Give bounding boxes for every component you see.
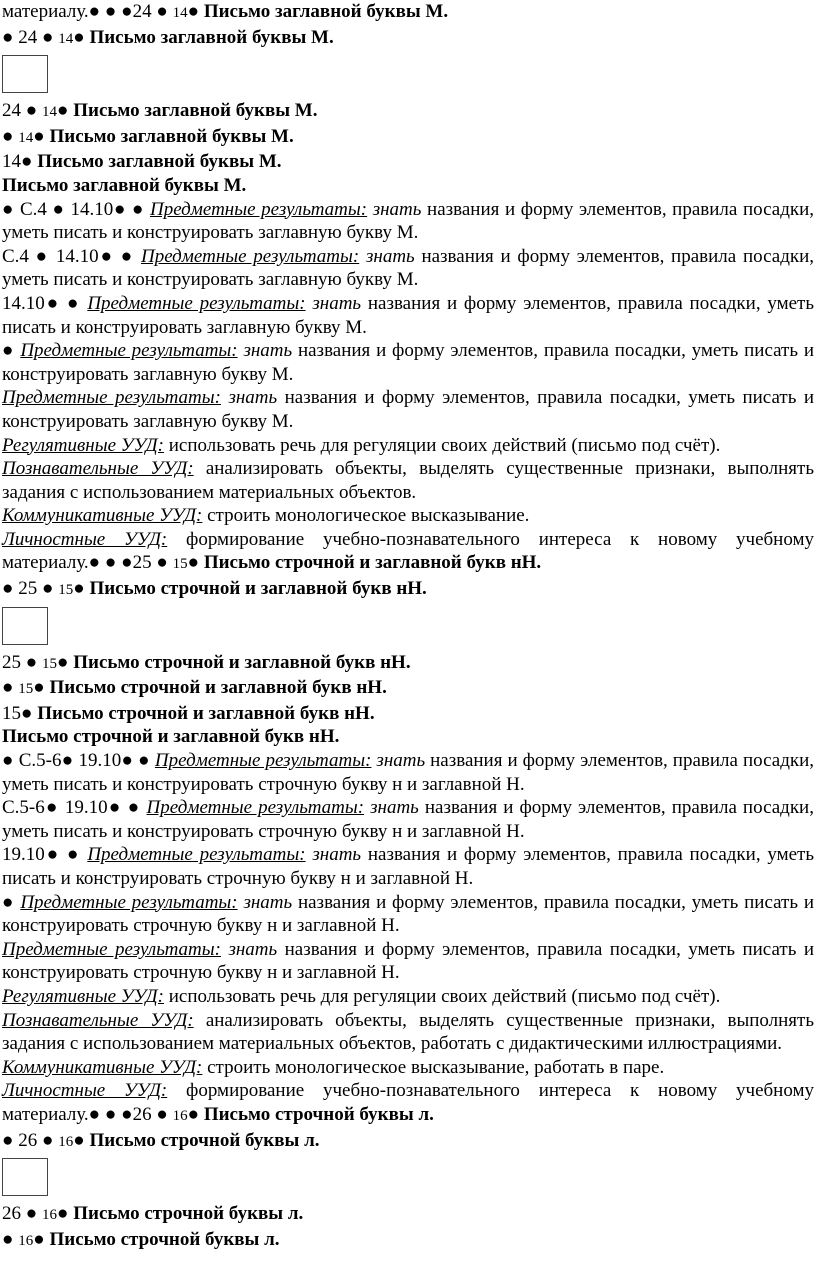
text-segment: названия и форму элементов, правила посадки, уметь писать и конструировать заглавную букву М. [2, 198, 815, 244]
text-segment: ● [21, 100, 42, 122]
text-segment: знать [312, 292, 362, 314]
text-segment: Предметные результаты: [20, 340, 238, 362]
text-segment: 15 [58, 582, 74, 599]
text-segment: 14.10● ● [2, 292, 88, 314]
text-segment: 25 [18, 578, 38, 600]
text-segment: знать [372, 198, 422, 220]
text-segment: анализировать объекты, выделять существенные признаки, выполнять задания с использованием материальных объектов, работать с дидактическими иллюстрациями. [2, 1009, 814, 1055]
text-segment: 24 [18, 26, 38, 48]
text-segment: Коммуникативные УУД: [2, 505, 203, 527]
text-segment: названия и форму элементов, правила посадки, уметь писать и конструировать заглавную букву М. [2, 387, 814, 432]
heading-line [2, 0, 814, 26]
text-segment: ● [37, 1129, 59, 1151]
text-segment: ● [2, 891, 21, 913]
text-segment: знать [312, 844, 362, 866]
heading-line [2, 702, 814, 726]
text-segment: Письмо строчной и заглавной букв нН. [37, 702, 375, 724]
text-segment: Письмо строчной и заглавной букв нН. [73, 651, 411, 673]
text-segment: 15 [18, 681, 34, 698]
text-segment: Регулятивные УУД: [2, 434, 164, 456]
heading-line [2, 150, 814, 174]
text-segment: Письмо заглавной буквы М. [203, 1, 449, 22]
text-paragraph [2, 528, 814, 577]
text-segment: материалу. [2, 1, 89, 22]
text-segment: ● [33, 1228, 50, 1250]
text-segment: 14 [58, 30, 74, 47]
text-segment: формирование учебно-познавательного интереса к новому учебному материалу. [2, 1080, 814, 1125]
text-segment: 26 [2, 1203, 21, 1225]
text-segment: ● [37, 578, 59, 600]
empty-cell-box [2, 1158, 48, 1196]
text-paragraph [2, 749, 814, 796]
text-segment: названия и форму элементов, правила посадки, уметь писать и конструировать заглавную букву М. [2, 245, 815, 291]
text-segment: названия и форму элементов, правила посадки, уметь писать и конструировать строчную букву н и заглавной Н. [2, 797, 814, 842]
text-paragraph [2, 891, 814, 938]
text-segment: знать [228, 387, 278, 409]
text-paragraph [2, 1056, 814, 1080]
text-segment: названия и форму элементов, правила посадки, уметь писать и конструировать заглавную букву М. [2, 292, 815, 338]
text-segment: ● ● ● [88, 1103, 133, 1125]
heading-line [2, 1228, 814, 1254]
empty-cell-box [2, 607, 48, 645]
text-segment: ● [151, 1, 173, 22]
text-segment: Письмо заглавной буквы М. [73, 100, 318, 122]
text-segment: формирование учебно-познавательного интереса к новому учебному материалу. [2, 528, 814, 574]
text-segment: ● [2, 340, 21, 362]
text-segment: ● [73, 26, 90, 48]
text-segment: Письмо строчной буквы л. [203, 1103, 434, 1125]
text-segment: Регулятивные УУД: [2, 985, 164, 1007]
text-segment: Предметные результаты: [141, 245, 360, 267]
text-segment: ● [2, 125, 19, 147]
text-segment: Предметные результаты: [87, 844, 306, 866]
text-segment: ● [73, 1129, 90, 1151]
text-paragraph [2, 1009, 814, 1056]
text-segment: ● ● ● [88, 1, 133, 22]
heading-line [2, 725, 814, 749]
heading-line [2, 577, 814, 603]
text-paragraph [2, 292, 814, 339]
text-segment: ● [21, 1203, 42, 1225]
text-segment: строить монологическое высказывание, работать в паре. [202, 1056, 665, 1078]
empty-cell-box [2, 55, 48, 93]
text-segment: 25 [132, 552, 152, 574]
text-paragraph [2, 843, 814, 890]
text-segment: названия и форму элементов, правила посадки, уметь писать и конструировать строчную букву н и заглавной Н. [2, 891, 814, 937]
text-segment: ● [56, 651, 74, 673]
text-segment: Личностные УУД: [2, 528, 168, 550]
text-segment: ● [21, 651, 42, 673]
text-segment: С.4 ● 14.10● ● [2, 245, 141, 267]
text-segment: ● [2, 1228, 19, 1250]
text-segment: Предметные результаты: [87, 292, 306, 314]
text-segment: ● [187, 1103, 204, 1125]
text-segment: использовать речь для регуляции своих действий (письмо под счёт). [163, 985, 721, 1007]
text-segment: знать [370, 797, 419, 819]
heading-line [2, 1129, 814, 1155]
text-segment: Познавательные УУД: [2, 458, 194, 480]
text-segment: названия и форму элементов, правила посадки, уметь писать и конструировать строчную букву н и заглавной Н. [2, 750, 815, 795]
text-segment: знать [243, 891, 293, 913]
text-segment: ● ● ● [88, 552, 133, 574]
text-segment: 16 [172, 1107, 188, 1124]
text-segment: знать [228, 938, 278, 960]
text-paragraph [2, 985, 814, 1009]
text-segment: использовать речь для регуляции своих действий (письмо под счёт). [163, 434, 721, 456]
text-segment: 14 [18, 129, 34, 146]
text-segment: 16 [41, 1207, 57, 1224]
text-segment: Письмо строчной буквы л. [49, 1228, 280, 1250]
text-paragraph [2, 245, 814, 292]
text-segment: Предметные результаты: [154, 750, 372, 772]
heading-line [2, 676, 814, 702]
text-segment: знать [365, 245, 415, 267]
text-segment: ● [37, 26, 59, 48]
text-segment: Предметные результаты: [146, 797, 365, 819]
text-segment: 15 [172, 556, 188, 573]
text-segment: ● [33, 677, 50, 699]
text-paragraph [2, 457, 814, 504]
text-paragraph [2, 198, 814, 245]
heading-line [2, 651, 814, 677]
text-segment: Письмо строчной буквы л. [73, 1203, 304, 1225]
text-segment: ● [33, 125, 50, 147]
text-segment: 15 [2, 702, 21, 724]
text-segment: названия и форму элементов, правила посадки, уметь писать и конструировать строчную букву н и заглавной Н. [2, 844, 815, 889]
text-paragraph [2, 339, 814, 386]
text-segment: Предметные результаты: [149, 198, 368, 220]
text-segment: 24 [132, 1, 152, 22]
text-paragraph [2, 386, 814, 433]
text-segment: 16 [18, 1232, 34, 1249]
text-paragraph [2, 938, 814, 985]
text-segment: 16 [58, 1133, 74, 1150]
text-segment: 19.10● ● [2, 844, 88, 866]
text-segment: Письмо заглавной буквы М. [49, 125, 294, 147]
text-segment: Письмо строчной и заглавной букв нН. [203, 552, 542, 574]
text-segment: Письмо заглавной буквы М. [37, 151, 282, 173]
text-segment: знать [376, 750, 426, 772]
text-segment: Предметные результаты: [20, 891, 238, 913]
text-segment: ● [187, 552, 204, 574]
text-segment: Письмо заглавной буквы М. [2, 174, 247, 196]
text-segment: ● [2, 1129, 19, 1151]
text-segment: Письмо заглавной буквы М. [89, 26, 334, 48]
text-segment: 14 [2, 151, 21, 173]
text-segment: названия и форму элементов, правила посадки, уметь писать и конструировать строчную букву н и заглавной Н. [2, 938, 814, 984]
text-segment: 15 [41, 655, 57, 672]
text-paragraph [2, 504, 814, 528]
text-segment: Коммуникативные УУД: [2, 1056, 203, 1078]
text-segment: ● [21, 702, 38, 724]
text-segment: ● [21, 151, 38, 173]
text-paragraph [2, 1079, 814, 1128]
text-segment: знать [243, 340, 293, 362]
heading-line [2, 26, 814, 52]
text-paragraph [2, 434, 814, 458]
text-segment: строить монологическое высказывание. [202, 505, 530, 527]
text-segment: ● [2, 26, 19, 48]
text-segment: ● [56, 1203, 74, 1225]
text-segment: 24 [2, 100, 21, 122]
text-segment: названия и форму элементов, правила посадки, уметь писать и конструировать заглавную букву М. [2, 340, 814, 385]
text-segment: Познавательные УУД: [2, 1009, 194, 1031]
heading-line [2, 125, 814, 151]
heading-line [2, 99, 814, 125]
text-segment: С.5-6● 19.10● ● [2, 797, 147, 819]
text-segment: ● [56, 100, 74, 122]
text-segment: 14 [172, 5, 188, 21]
text-segment: ● [2, 578, 19, 600]
text-segment: Письмо строчной буквы л. [89, 1129, 320, 1151]
text-paragraph [2, 796, 814, 843]
text-segment [359, 246, 366, 267]
text-segment: Предметные результаты: [2, 938, 221, 960]
heading-line [2, 1202, 814, 1228]
text-segment: ● [151, 552, 173, 574]
text-segment: 25 [2, 651, 21, 673]
text-segment: ● С.4 ● 14.10● ● [2, 198, 150, 220]
text-segment: ● [151, 1103, 173, 1125]
heading-line [2, 174, 814, 198]
text-segment: ● С.5-6● 19.10● ● [2, 750, 155, 772]
text-segment: анализировать объекты, выделять существенные признаки, выполнять задания с использованием материальных объектов. [2, 458, 814, 503]
text-segment: ● [73, 578, 90, 600]
text-segment: Предметные результаты: [2, 387, 221, 409]
text-segment: ● [2, 677, 19, 699]
text-segment: Письмо строчной и заглавной букв нН. [49, 677, 387, 699]
text-segment: Личностные УУД: [2, 1080, 168, 1102]
text-segment: Письмо строчной и заглавной букв нН. [2, 726, 340, 748]
text-segment: 14 [41, 104, 57, 121]
text-segment: ● [187, 1, 204, 22]
text-segment: 26 [132, 1103, 152, 1125]
text-segment: 26 [18, 1129, 38, 1151]
text-segment: Письмо строчной и заглавной букв нН. [89, 578, 427, 600]
